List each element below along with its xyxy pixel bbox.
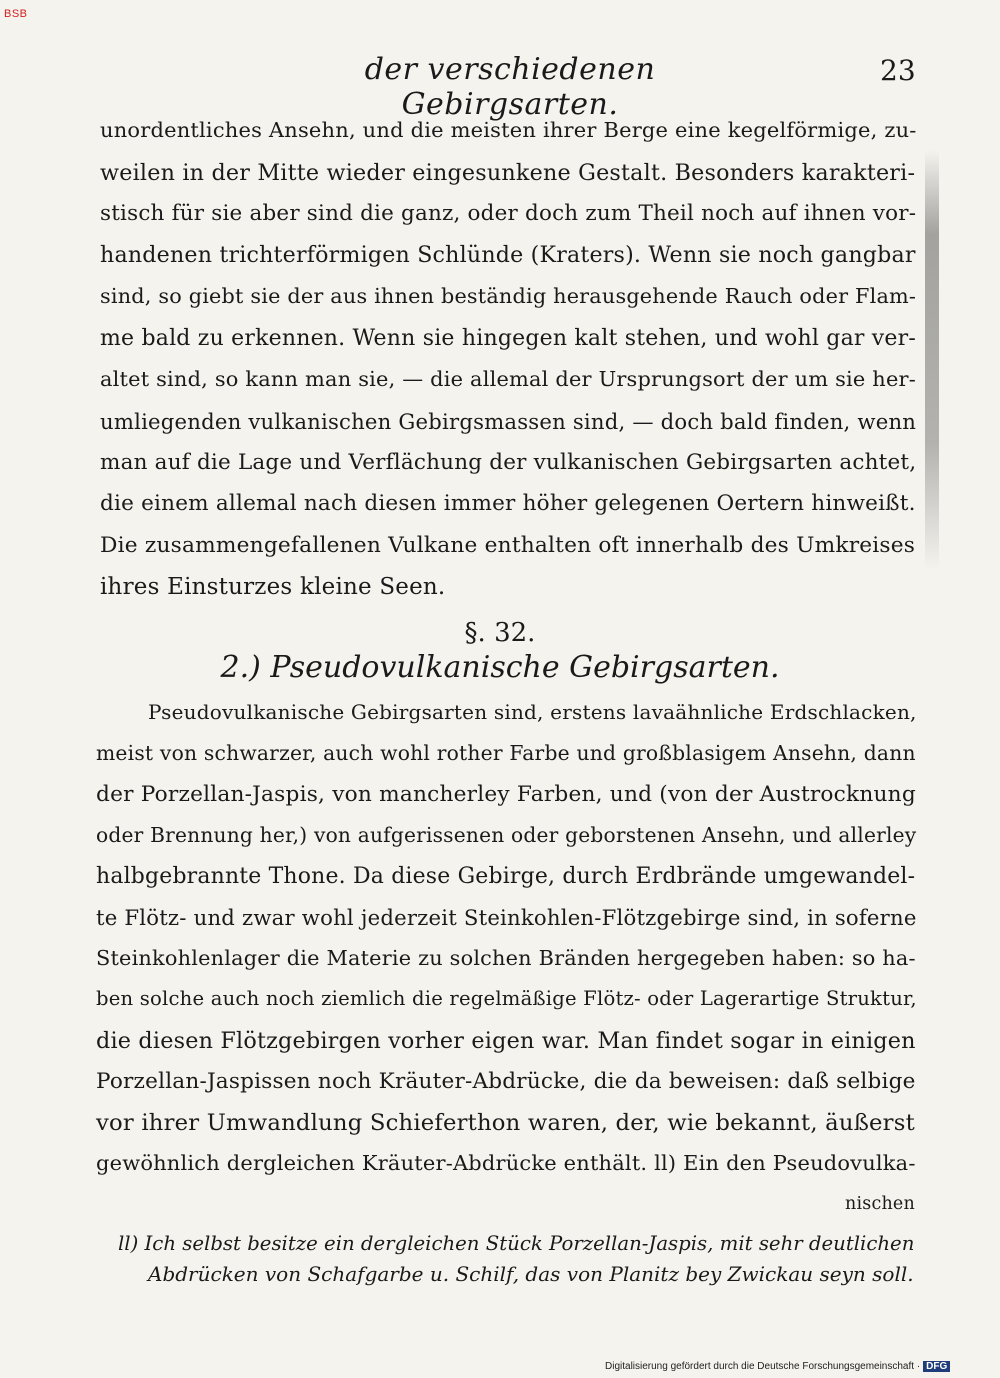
text-line: halbgebrannte Thone. Da diese Gebirge, durch Erdbrände umgewandel- — [96, 864, 916, 889]
text-line: Die zusammengefallenen Vulkane enthalten oft innerhalb des Umkreises — [100, 533, 916, 558]
text-line: sind, so giebt sie der aus ihnen beständig herausgehende Rauch oder Flam- — [100, 284, 917, 308]
section-number: §. 32. — [464, 618, 536, 648]
text-line: oder Brennung her,) von aufgerissenen oder geborstenen Ansehn, und allerley — [96, 823, 917, 847]
text-line: weilen in der Mitte wieder eingesunkene Gestalt. Besonders karakteri- — [100, 160, 916, 186]
text-line: Steinkohlenlager die Materie zu solchen Bränden hergegeben haben: so ha- — [96, 946, 916, 970]
text-line: altet sind, so kann man sie, — die allemal der Ursprungsort der um sie her- — [100, 367, 916, 391]
dfg-logo: DFG — [923, 1361, 950, 1372]
credit-text: Digitalisierung gefördert durch die Deutsche Forschungsgemeinschaft · — [605, 1361, 921, 1372]
text-line: umliegenden vulkanischen Gebirgsmassen sind, — doch bald finden, wenn — [100, 409, 917, 434]
text-line: handenen trichterförmigen Schlünde (Kraters). Wenn sie noch gangbar — [100, 242, 916, 268]
library-stamp: BSB — [4, 8, 28, 20]
text-line: ben solche auch noch ziemlich die regelmäßige Flötz- oder Lagerartige Struktur, — [96, 987, 917, 1010]
footnote-line: ll) Ich selbst besitze ein dergleichen Stück Porzellan-Jaspis, mit sehr deutlichen — [118, 1232, 915, 1255]
section-title: 2.) Pseudovulkanische Gebirgsarten. — [220, 650, 780, 685]
text-line: stisch für sie aber sind die ganz, oder doch zum Theil noch auf ihnen vor- — [100, 201, 917, 226]
text-line: Porzellan-Jaspissen noch Kräuter-Abdrücke, die da beweisen: daß selbige — [96, 1069, 916, 1094]
text-line: meist von schwarzer, auch wohl rother Farbe und großblasigem Ansehn, dann — [96, 741, 916, 765]
text-line: unordentliches Ansehn, und die meisten ihrer Berge eine kegelförmige, zu- — [100, 118, 917, 142]
text-line: me bald zu erkennen. Wenn sie hingegen kalt stehen, und wohl gar ver- — [100, 326, 916, 351]
text-line: der Porzellan-Jaspis, von mancherley Farben, und (von der Austrocknung — [96, 782, 916, 807]
text-line: te Flötz- und zwar wohl jederzeit Steinkohlen-Flötzgebirge sind, in soferne — [96, 905, 917, 930]
text-line: man auf die Lage und Verflächung der vulkanischen Gebirgsarten achtet, — [100, 450, 917, 475]
text-line: die diesen Flötzgebirgen vorher eigen war. Man findet sogar in einigen — [96, 1028, 916, 1054]
page-number: 23 — [880, 54, 916, 87]
text-line: vor ihrer Umwandlung Schieferthon waren, der, wie bekannt, äußerst — [96, 1110, 915, 1136]
text-line: die einem allemal nach diesen immer höher gelegenen Oertern hinweißt. — [100, 491, 916, 516]
binding-shadow — [925, 150, 939, 570]
running-head: der verschiedenen Gebirgsarten. — [364, 52, 656, 122]
footnote-line: Abdrücken von Schafgarbe u. Schilf, das von Planitz bey Zwickau seyn soll. — [148, 1262, 914, 1286]
text-line: Pseudovulkanische Gebirgsarten sind, erstens lavaähnliche Erdschlacken, — [148, 700, 917, 724]
digitization-credit — [605, 1361, 950, 1372]
text-line: gewöhnlich dergleichen Kräuter-Abdrücke enthält. ll) Ein den Pseudovulka- — [96, 1151, 916, 1175]
catchword: nischen — [845, 1194, 915, 1214]
text-line: ihres Einsturzes kleine Seen. — [100, 574, 446, 600]
